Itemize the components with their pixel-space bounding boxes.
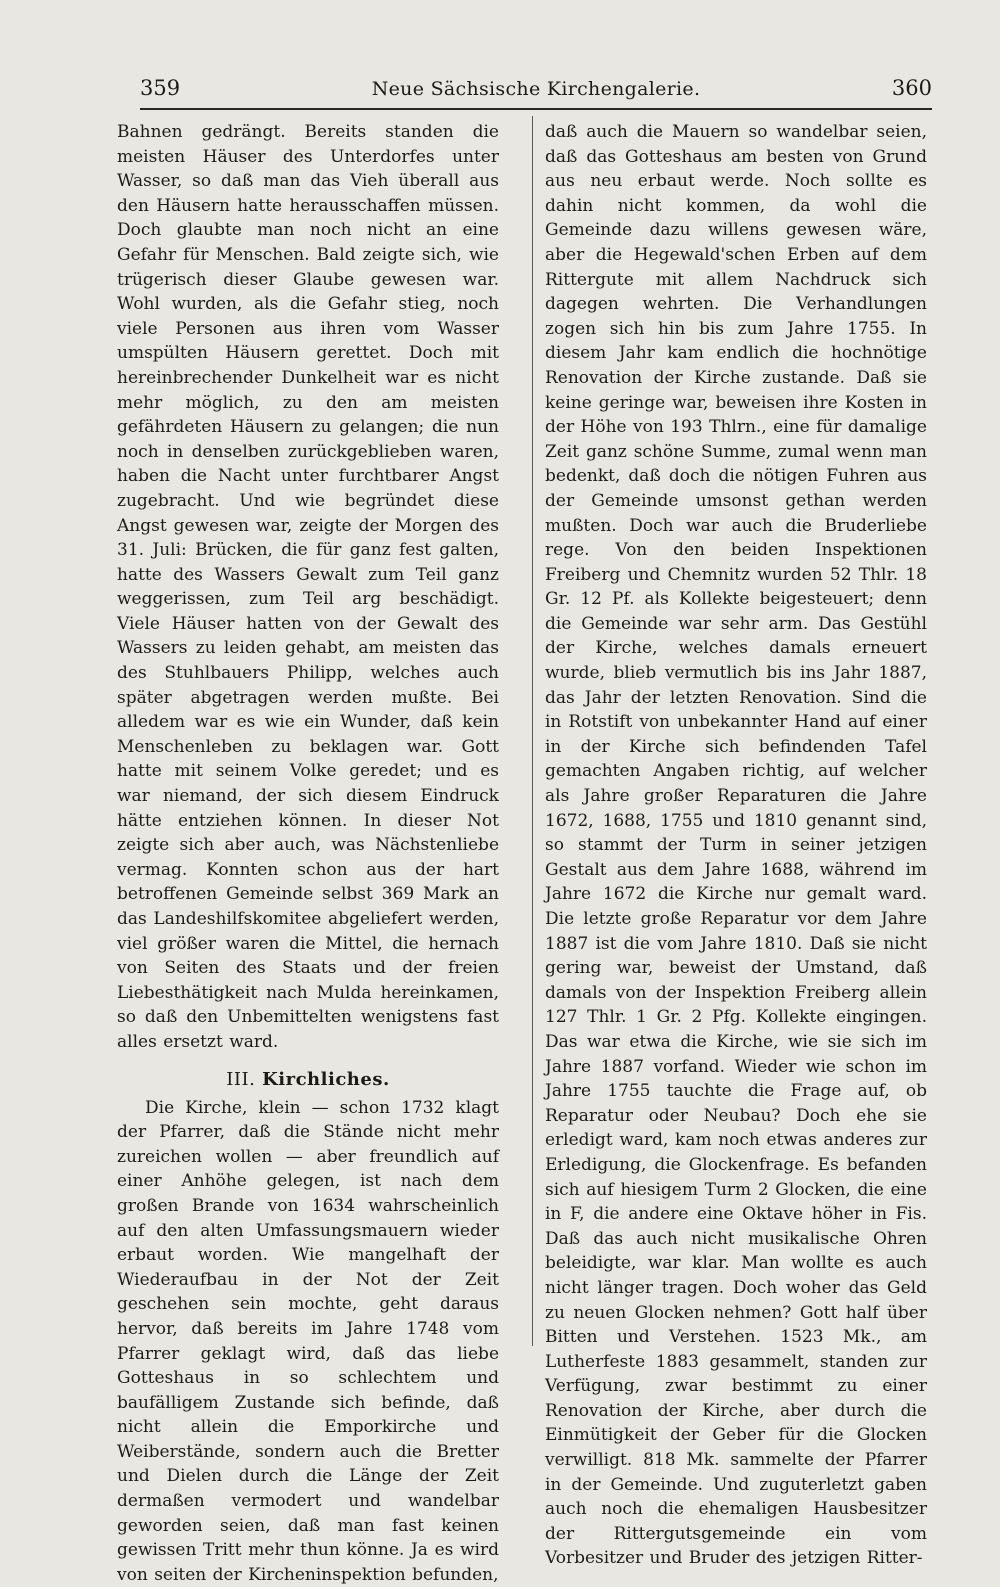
section-heading [117, 1069, 499, 1090]
right-paragraph-1: daß auch die Mauern so wandelbar seien, daß das Gotteshaus am besten von Grund aus neu erbaut werde. Noch sollte es dahin nicht kommen, da wohl die Gemeinde dazu willens gewesen wäre, aber die Hegewald'schen Erben auf dem Rittergute mit allem Nachdruck sich dagegen wehrten. Die Verhandlungen zogen sich hin bis zum Jahre 1755. In diesem Jahr kam endlich die hochnötige Renovation der Kirche zustande. Daß sie keine geringe war, beweisen ihre Kosten in der Höhe von 193 Thlrn., eine für damalige Zeit ganz schöne Summe, zumal wenn man bedenkt, daß doch die nötigen Fuhren aus der Gemeinde umsonst gethan werden mußten. Doch war auch die Bruderliebe rege. Von den beiden Inspektionen Freiberg und Chemnitz wurden 52 Thlr. 18 Gr. 12 Pf. als Kollekte beigesteuert; denn die Gemeinde war sehr arm. Das Gestühl der Kirche, welches damals erneuert wurde, blieb vermutlich bis ins Jahr 1887, das Jahr der letzten Renovation. Sind die in Rotstift von unbekannter Hand auf einer in der Kirche sich befindenden Tafel gemachten Angaben richtig, auf welcher als Jahre großer Reparaturen die Jahre 1672, 1688, 1755 und 1810 genannt sind, so stammt der Turm in seiner jetzigen Gestalt aus dem Jahre 1688, während im Jahre 1672 die Kirche nur gemalt ward. Die letzte große Reparatur vor dem Jahre 1887 ist die vom Jahre 1810. Daß sie nicht gering war, beweist der Umstand, daß damals von der Inspektion Freiberg allein 127 Thlr. 1 Gr. 2 Pfg. Kollekte eingingen. Das war etwa die Kirche, wie sie sich im Jahre 1887 vorfand. Wieder wie schon im Jahre 1755 tauchte die Frage auf, ob Reparatur oder Neubau? Doch ehe sie erledigt ward, kam noch etwas anderes zur Erledigung, die Glockenfrage. Es befanden sich auf hiesigem Turm 2 Glocken, die eine in F, die andere eine Oktave höher in Fis. Daß das auch nicht musikalische Ohren beleidigte, war klar. Man wollte es auch nicht länger tragen. Doch woher das Geld zu neuen Glocken nehmen? Gott half über Bitten und Verstehen. 1523 Mk., am Lutherfeste 1883 gesammelt, standen zur Verfügung, zwar bestimmt zu einer Renovation der Kirche, aber durch die Einmütigkeit der Geber für die Glocken verwilligt. 818 Mk. sammelte der Pfarrer in der Gemeinde. Und zuguterletzt gaben auch noch die ehemaligen Hausbesitzer der Rittergutsgemeinde ein vom Vorbesitzer und Bruder des jetzigen Ritter- [545, 122, 927, 1569]
left-column [117, 120, 499, 1587]
header-rule [140, 108, 932, 110]
section-title: Kirchliches. [262, 1068, 390, 1090]
right-column [545, 120, 927, 1571]
column-divider [532, 116, 533, 1346]
page-number-right: 360 [891, 76, 932, 100]
page-number-left: 359 [140, 76, 181, 100]
section-number: III. [226, 1068, 256, 1090]
left-paragraph-1: Bahnen gedrängt. Bereits standen die meisten Häuser des Unterdorfes unter Wasser, so daß man das Vieh überall aus den Häusern hatte herausschaffen müssen. Doch glaubte man noch nicht an eine Gefahr für Menschen. Bald zeigte sich, wie trügerisch dieser Glaube gewesen war. Wohl wurden, als die Gefahr stieg, noch viele Personen aus ihren vom Wasser umspülten Häusern gerettet. Doch mit hereinbrechender Dunkelheit war es nicht mehr möglich, zu den am meisten gefährdeten Häusern zu gelangen; die nun noch in denselben zurückgeblieben waren, haben die Nacht unter furchtbarer Angst zugebracht. Und wie begründet diese Angst gewesen war, zeigte der Morgen des 31. Juli: Brücken, die für ganz fest galten, hatte des Wassers Gewalt zum Teil ganz weggerissen, zum Teil arg beschädigt. Viele Häuser hatten von der Gewalt des Wassers zu leiden gehabt, am meisten das des Stuhlbauers Philipp, welches auch später abgetragen werden mußte. Bei alledem war es wie ein Wunder, daß kein Menschenleben zu beklagen war. Gott hatte mit seinem Volke geredet; und es war niemand, der sich diesem Eindruck hätte entziehen können. In dieser Not zeigte sich aber auch, was Nächstenliebe vermag. Konnten schon aus der hart betroffenen Gemeinde selbst 369 Mark an das Landeshilfskomitee abgeliefert werden, viel größer waren die Mittel, die hernach von Seiten des Staats und der freien Liebesthätigkeit nach Mulda hereinkamen, so daß den Unbemittelten wenigstens fast alles ersetzt ward. [117, 122, 499, 1052]
running-title: Neue Sächsische Kirchengalerie. [371, 78, 701, 100]
page-header [140, 76, 932, 106]
left-paragraph-2: Die Kirche, klein — schon 1732 klagt der Pfarrer, daß die Stände nicht mehr zureichen wollen — aber freundlich auf einer Anhöhe gelegen, ist nach dem großen Brande von 1634 wahrscheinlich auf den alten Umfassungsmauern wieder erbaut worden. Wie mangelhaft der Wiederaufbau in der Not der Zeit geschehen sein mochte, geht daraus hervor, daß bereits im Jahre 1748 vom Pfarrer geklagt wird, daß das liebe Gotteshaus in so schlechtem und baufälligem Zustande sich befinde, daß nicht allein die Emporkirche und Weiberstände, sondern auch die Bretter und Dielen durch die Länge der Zeit dermaßen vermodert und wandelbar geworden seien, daß man fast keinen gewissen Tritt mehr thun könne. Ja es wird von seiten der Kircheninspektion befunden, [117, 1097, 499, 1585]
